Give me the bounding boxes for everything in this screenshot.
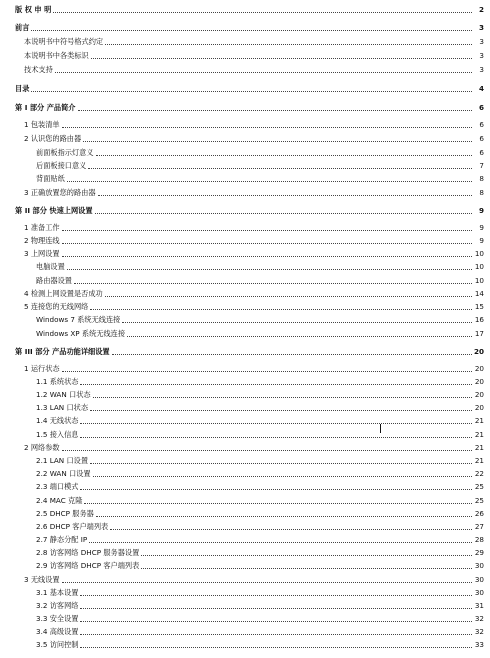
dot-leader bbox=[112, 353, 472, 355]
toc-entry-page: 8 bbox=[479, 188, 484, 197]
dot-leader bbox=[90, 462, 472, 464]
dot-leader bbox=[84, 502, 472, 504]
dot-leader bbox=[74, 282, 472, 284]
toc-entry-page: 6 bbox=[478, 103, 484, 112]
toc-entry[interactable] bbox=[36, 159, 484, 171]
dot-leader bbox=[67, 180, 472, 182]
dot-leader bbox=[110, 528, 472, 530]
toc-entry[interactable] bbox=[36, 414, 484, 426]
toc-entry-title: 2.6 DHCP 客户端列表 bbox=[36, 522, 109, 531]
toc-entry[interactable] bbox=[24, 441, 484, 453]
toc-entry[interactable] bbox=[36, 388, 484, 400]
toc-entry-title: 电脑设置 bbox=[36, 262, 65, 271]
toc-entry-page: 21 bbox=[474, 443, 484, 452]
dot-leader bbox=[31, 90, 472, 92]
toc-entry[interactable] bbox=[15, 345, 484, 357]
toc-entry-title: 2 认识您的路由器 bbox=[24, 134, 82, 143]
toc-entry[interactable] bbox=[36, 428, 484, 440]
dot-leader bbox=[31, 29, 472, 31]
dot-leader bbox=[89, 541, 472, 543]
toc-entry[interactable] bbox=[36, 494, 484, 506]
toc-entry-page: 26 bbox=[474, 509, 484, 518]
dot-leader bbox=[62, 449, 472, 451]
toc-entry-page: 15 bbox=[474, 302, 484, 311]
dot-leader bbox=[80, 594, 472, 596]
toc-entry-title: 2.4 MAC 克隆 bbox=[36, 496, 83, 505]
toc-entry[interactable] bbox=[24, 49, 484, 61]
dot-leader bbox=[80, 436, 472, 438]
toc-entry[interactable] bbox=[36, 274, 484, 286]
toc-entry-page: 9 bbox=[478, 206, 484, 215]
toc-entry[interactable] bbox=[24, 300, 484, 312]
toc-entry-title: 1.5 接入信息 bbox=[36, 430, 79, 439]
dot-leader bbox=[80, 620, 472, 622]
toc-entry[interactable] bbox=[24, 247, 484, 259]
toc-entry-page: 7 bbox=[479, 161, 484, 170]
toc-entry-page: 2 bbox=[478, 5, 484, 14]
toc-entry[interactable] bbox=[24, 362, 484, 374]
toc-entry[interactable] bbox=[36, 625, 484, 637]
toc-entry[interactable] bbox=[36, 599, 484, 611]
dot-leader bbox=[105, 43, 472, 45]
toc-entry-page: 31 bbox=[474, 601, 484, 610]
toc-entry-page: 21 bbox=[474, 456, 484, 465]
toc-entry[interactable] bbox=[15, 204, 484, 216]
dot-leader bbox=[141, 554, 472, 556]
toc-entry-title: 第 II 部分 快速上网设置 bbox=[15, 206, 93, 215]
toc-entry-title: 2 物理连线 bbox=[24, 236, 60, 245]
dot-leader bbox=[55, 71, 472, 73]
toc-entry-title: 3.3 安全设置 bbox=[36, 614, 79, 623]
toc-entry-page: 22 bbox=[474, 469, 484, 478]
toc-entry-title: 2.1 LAN 口设置 bbox=[36, 456, 89, 465]
toc-entry[interactable] bbox=[36, 586, 484, 598]
toc-entry[interactable] bbox=[15, 3, 484, 15]
toc-entry-title: 第 I 部分 产品简介 bbox=[15, 103, 76, 112]
toc-entry[interactable] bbox=[24, 573, 484, 585]
toc-entry-page: 28 bbox=[474, 535, 484, 544]
toc-entry-page: 20 bbox=[474, 403, 484, 412]
toc-entry-title: 1 包装清单 bbox=[24, 120, 60, 129]
toc-entry-page: 6 bbox=[479, 134, 484, 143]
dot-leader bbox=[78, 109, 473, 111]
toc-entry[interactable] bbox=[36, 327, 484, 339]
toc-entry[interactable] bbox=[36, 401, 484, 413]
toc-entry[interactable] bbox=[24, 234, 484, 246]
dot-leader bbox=[93, 475, 472, 477]
toc-entry-title: 背面贴纸 bbox=[36, 174, 65, 183]
dot-leader bbox=[62, 126, 472, 128]
toc-entry-title: 目录 bbox=[15, 84, 30, 93]
toc-entry-page: 30 bbox=[474, 575, 484, 584]
toc-entry-title: 3 正确放置您的路由器 bbox=[24, 188, 96, 197]
toc-entry-page: 3 bbox=[479, 37, 484, 46]
toc-entry[interactable] bbox=[36, 260, 484, 272]
toc-entry-page: 21 bbox=[474, 416, 484, 425]
toc-entry[interactable] bbox=[36, 375, 484, 387]
toc-entry[interactable] bbox=[36, 546, 484, 558]
dot-leader bbox=[62, 242, 472, 244]
dot-leader bbox=[80, 633, 472, 635]
dot-leader bbox=[90, 308, 472, 310]
toc-entry-title: 第 III 部分 产品功能详细设置 bbox=[15, 347, 110, 356]
toc-entry-page: 3 bbox=[479, 51, 484, 60]
dot-leader bbox=[62, 581, 472, 583]
toc-entry-page: 4 bbox=[478, 84, 484, 93]
dot-leader bbox=[88, 167, 472, 169]
toc-entry-page: 30 bbox=[474, 561, 484, 570]
toc-entry-title: 1.1 系统状态 bbox=[36, 377, 79, 386]
toc-entry[interactable] bbox=[15, 101, 484, 113]
dot-leader bbox=[83, 140, 472, 142]
toc-entry-title: 5 连接您的无线网络 bbox=[24, 302, 89, 311]
toc-entry[interactable] bbox=[24, 186, 484, 198]
toc-entry-title: 2.5 DHCP 服务器 bbox=[36, 509, 94, 518]
toc-entry-title: 2 网络参数 bbox=[24, 443, 60, 452]
toc-entry[interactable] bbox=[36, 612, 484, 624]
dot-leader bbox=[80, 383, 472, 385]
toc-entry-page: 29 bbox=[474, 548, 484, 557]
toc-entry-title: 后面板接口意义 bbox=[36, 161, 87, 170]
toc-entry-title: 3.4 高级设置 bbox=[36, 627, 79, 636]
dot-leader bbox=[80, 488, 472, 490]
toc-entry-page: 25 bbox=[474, 482, 484, 491]
toc-entry-page: 6 bbox=[479, 148, 484, 157]
dot-leader bbox=[67, 268, 472, 270]
toc-entry-title: 1 运行状态 bbox=[24, 364, 60, 373]
toc-entry-page: 14 bbox=[474, 289, 484, 298]
toc-entry-page: 20 bbox=[474, 390, 484, 399]
toc-entry[interactable] bbox=[36, 313, 484, 325]
toc-entry[interactable] bbox=[36, 146, 484, 158]
toc-entry-page: 6 bbox=[479, 120, 484, 129]
toc-entry-title: Windows XP 系统无线连接 bbox=[36, 329, 126, 338]
toc-entry-title: 2.2 WAN 口设置 bbox=[36, 469, 91, 478]
toc-entry[interactable] bbox=[24, 63, 484, 75]
toc-entry-page: 21 bbox=[474, 430, 484, 439]
toc-entry-page: 3 bbox=[479, 65, 484, 74]
toc-entry-page: 20 bbox=[474, 377, 484, 386]
dot-leader bbox=[91, 57, 472, 59]
toc-entry[interactable] bbox=[24, 132, 484, 144]
toc-entry-title: 本说明书中符号格式约定 bbox=[24, 37, 104, 46]
toc-entry-title: 2.7 静态分配 IP bbox=[36, 535, 88, 544]
toc-entry-page: 33 bbox=[474, 640, 484, 649]
toc-entry-title: 1.3 LAN 口状态 bbox=[36, 403, 89, 412]
toc-entry[interactable] bbox=[15, 82, 484, 94]
toc-entry[interactable] bbox=[24, 35, 484, 47]
toc-entry-title: 3.2 访客网络 bbox=[36, 601, 79, 610]
toc-entry-page: 27 bbox=[474, 522, 484, 531]
toc-entry-title: 1 准备工作 bbox=[24, 223, 60, 232]
dot-leader bbox=[80, 607, 472, 609]
dot-leader bbox=[80, 646, 472, 648]
toc-entry-title: 1.2 WAN 口状态 bbox=[36, 390, 91, 399]
toc-entry-title: 版 权 申 明 bbox=[15, 5, 52, 14]
toc-entry-page: 9 bbox=[479, 223, 484, 232]
dot-leader bbox=[98, 194, 472, 196]
toc-entry-title: 3.1 基本设置 bbox=[36, 588, 79, 597]
toc-entry[interactable] bbox=[36, 559, 484, 571]
toc-entry[interactable] bbox=[15, 21, 484, 33]
toc-entry-page: 8 bbox=[479, 174, 484, 183]
toc-entry-title: Windows 7 系统无线连接 bbox=[36, 315, 121, 324]
dot-leader bbox=[90, 409, 472, 411]
toc-entry-page: 25 bbox=[474, 496, 484, 505]
toc-entry[interactable] bbox=[24, 118, 484, 130]
toc-entry-page: 30 bbox=[474, 588, 484, 597]
dot-leader bbox=[122, 321, 472, 323]
toc-entry-page: 10 bbox=[474, 262, 484, 271]
toc-entry-title: 本说明书中各类标识 bbox=[24, 51, 89, 60]
toc-entry-page: 3 bbox=[478, 23, 484, 32]
toc-entry[interactable] bbox=[36, 467, 484, 479]
dot-leader bbox=[141, 567, 472, 569]
dot-leader bbox=[105, 295, 472, 297]
toc-entry[interactable] bbox=[36, 638, 484, 650]
toc-entry-page: 17 bbox=[474, 329, 484, 338]
toc-entry-title: 2.8 访客网络 DHCP 服务器设置 bbox=[36, 548, 140, 557]
dot-leader bbox=[96, 154, 472, 156]
toc-entry-page: 20 bbox=[474, 347, 485, 356]
toc-entry[interactable] bbox=[36, 454, 484, 466]
dot-leader bbox=[93, 396, 472, 398]
toc-entry-title: 路由器设置 bbox=[36, 276, 72, 285]
toc-entry-title: 技术支持 bbox=[24, 65, 53, 74]
dot-leader bbox=[96, 515, 472, 517]
toc-entry-page: 32 bbox=[474, 614, 484, 623]
toc-entry[interactable] bbox=[24, 287, 484, 299]
toc-entry-title: 前面板指示灯意义 bbox=[36, 148, 94, 157]
dot-leader bbox=[127, 335, 472, 337]
dot-leader bbox=[62, 370, 472, 372]
toc-entry[interactable] bbox=[24, 221, 484, 233]
toc-entry[interactable] bbox=[36, 172, 484, 184]
toc-entry-title: 2.9 访客网络 DHCP 客户端列表 bbox=[36, 561, 140, 570]
dot-leader bbox=[53, 11, 472, 13]
toc-entry-title: 2.3 端口模式 bbox=[36, 482, 79, 491]
toc-entry-page: 16 bbox=[474, 315, 484, 324]
toc-entry-page: 20 bbox=[474, 364, 484, 373]
toc-entry[interactable] bbox=[36, 520, 484, 532]
toc-entry-title: 4 检测上网设置是否成功 bbox=[24, 289, 103, 298]
toc-entry[interactable] bbox=[36, 507, 484, 519]
dot-leader bbox=[95, 212, 472, 214]
dot-leader bbox=[62, 255, 472, 257]
toc-entry-title: 3 上网设置 bbox=[24, 249, 60, 258]
toc-entry[interactable] bbox=[36, 480, 484, 492]
toc-entry-title: 3.5 访问控制 bbox=[36, 640, 79, 649]
toc-entry-page: 10 bbox=[474, 249, 484, 258]
toc-entry-page: 9 bbox=[479, 236, 484, 245]
toc-entry-title: 1.4 无线状态 bbox=[36, 416, 79, 425]
toc-entry-page: 10 bbox=[474, 276, 484, 285]
toc-entry[interactable] bbox=[36, 533, 484, 545]
dot-leader bbox=[80, 422, 472, 424]
toc-entry-page: 32 bbox=[474, 627, 484, 636]
toc-entry-title: 3 无线设置 bbox=[24, 575, 60, 584]
text-cursor bbox=[380, 424, 381, 433]
toc-entry-title: 前言 bbox=[15, 23, 30, 32]
dot-leader bbox=[62, 229, 472, 231]
